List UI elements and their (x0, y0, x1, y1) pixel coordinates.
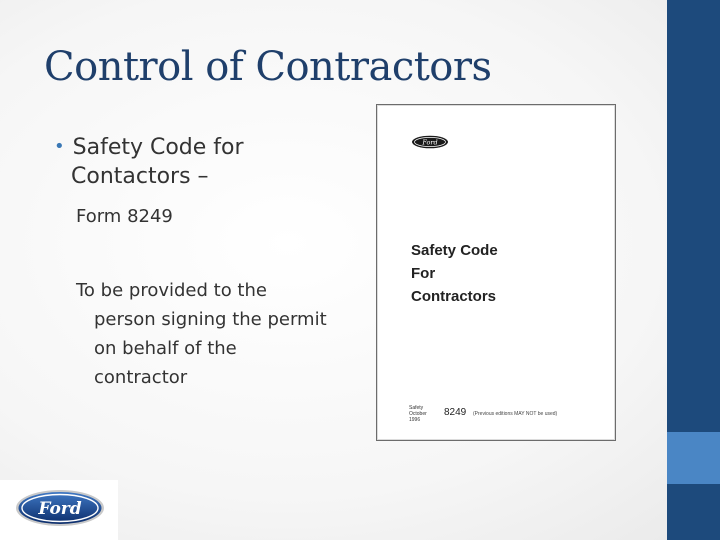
bullet-dot: • (54, 136, 65, 157)
document-title (411, 239, 498, 308)
para-line-4: contractor (94, 367, 188, 388)
document-footer (409, 405, 609, 425)
doc-form-number: 8249 (444, 407, 467, 418)
instruction-paragraph (76, 276, 366, 392)
para-line-2: person signing the permit (94, 309, 327, 330)
bullet-line-2: Contactors – (71, 164, 209, 189)
ford-logo-icon (14, 488, 106, 528)
document-cover-image (376, 104, 616, 441)
doc-date-text: Safety October 1996 (409, 405, 427, 423)
doc-logo-text: Ford (422, 138, 438, 147)
right-accent-block (667, 432, 720, 484)
ford-mini-logo-icon (411, 135, 449, 149)
bullet-line-1 (54, 134, 354, 163)
doc-title-line-1: Safety Code (411, 242, 498, 259)
bullet-text-1: Safety Code for (72, 135, 244, 160)
para-line-3: on behalf of the (94, 338, 237, 359)
doc-title-line-3: Contractors (411, 288, 497, 305)
slide-title: Control of Contractors (44, 44, 492, 90)
ford-logo-text: Ford (38, 499, 82, 519)
doc-note: (Previous editions MAY NOT be used) (473, 411, 558, 417)
para-line-1: To be provided to the (76, 280, 267, 301)
doc-title-line-2: For (411, 265, 436, 282)
bullet-item (54, 134, 354, 191)
form-number-text: Form 8249 (76, 206, 173, 227)
